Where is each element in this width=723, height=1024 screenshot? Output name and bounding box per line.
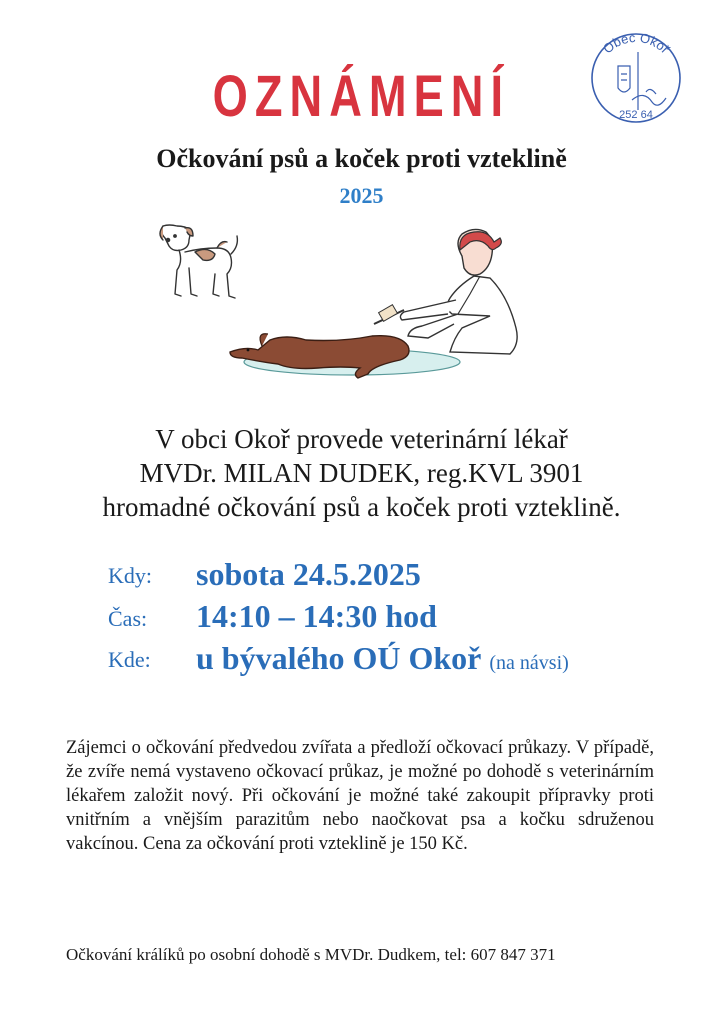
page-title: OZNÁMENÍ	[212, 64, 511, 129]
when-value: sobota 24.5.2025	[196, 556, 421, 592]
when-label: Kdy:	[108, 563, 152, 588]
stamp-text-bottom: 252 64	[619, 109, 653, 121]
veterinarian-vaccinating-dog-illustration-icon	[222, 228, 527, 388]
stamp-text-top: Obec Okoř	[600, 30, 673, 57]
time-value: 14:10 – 14:30 hod	[196, 598, 437, 634]
intro-line-1: V obci Okoř provede veterinární lékař	[155, 424, 568, 454]
intro-line-3: hromadné očkování psů a koček proti vzteklině.	[102, 492, 621, 522]
place-label: Kde:	[108, 647, 151, 672]
place-value: u bývalého OÚ Okoř	[196, 640, 482, 676]
subtitle: Očkování psů a koček proti vzteklině	[156, 144, 567, 173]
footer-note: Očkování králíků po osobní dohodě s MVDr. Dudkem, tel: 607 847 371	[66, 945, 556, 964]
year: 2025	[339, 183, 384, 208]
time-label: Čas:	[108, 606, 148, 631]
place-note: (na návsi)	[489, 652, 569, 674]
place-row	[196, 638, 569, 683]
intro-line-2: MVDr. MILAN DUDEK, reg.KVL 3901	[139, 458, 584, 488]
info-paragraph: Zájemci o očkování předvedou zvířata a předloží očkovací průkazy. V případě, že zvíře nemá vystaveno očkovací průkaz, je možné po dohodě s veterinárním lékařem založit nový. Při očkování je možné také zakoupit přípravky proti vnitřním a vnějším parazitům nebo naočkovat psa a kočku sdruženou vakcínou. Cena za očkování proti vzteklině je 150 Kč.	[66, 738, 654, 854]
